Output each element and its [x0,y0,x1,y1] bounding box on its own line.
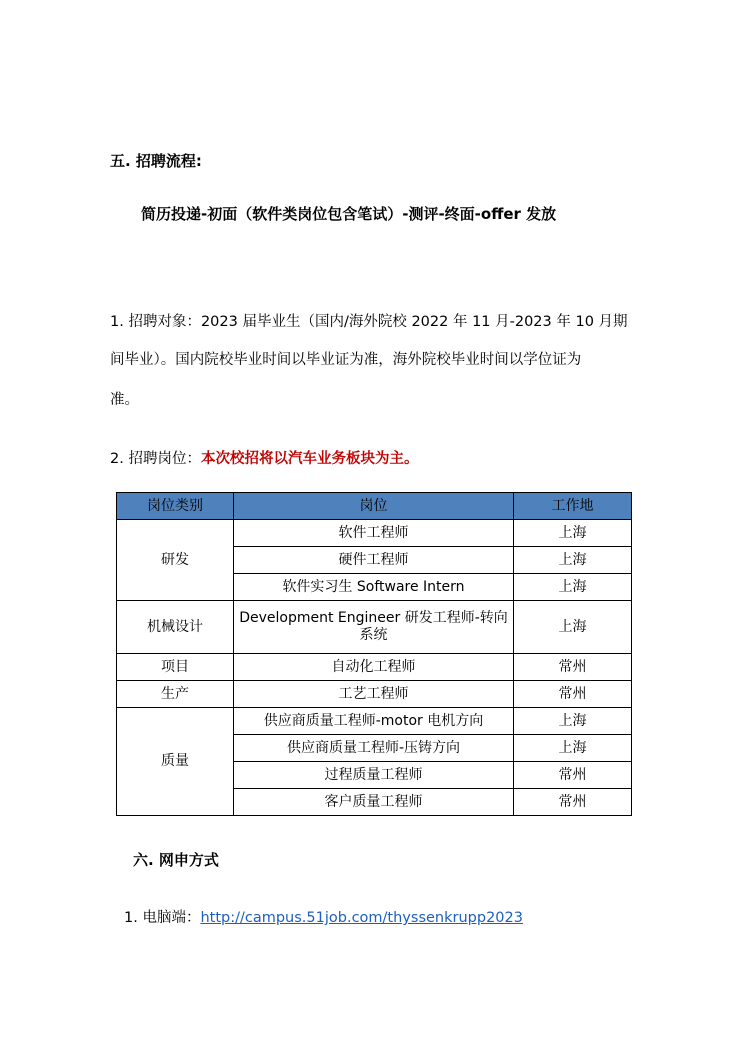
table-header-row [117,493,632,520]
item1-line1: 1. 招聘对象：2023 届毕业生（国内/海外院校 2022 年 11 月-2023 年 10 月期 [110,314,628,330]
table-row [117,520,632,547]
table-row [117,601,632,654]
apply-link[interactable]: http://campus.51job.com/thyssenkrupp2023 [200,910,523,926]
category-cell: 机械设计 [117,601,234,654]
item1-line3: 准。 [110,392,139,408]
header-position: 岗位 [234,493,514,520]
position-cell: 工艺工程师 [234,681,514,708]
pc-apply-line [124,906,523,927]
location-cell: 常州 [514,681,632,708]
position-cell: 供应商质量工程师-motor 电机方向 [234,708,514,735]
position-cell: 软件工程师 [234,520,514,547]
location-cell: 常州 [514,789,632,816]
category-cell: 研发 [117,520,234,601]
position-cell: 软件实习生 Software Intern [234,574,514,601]
table-row [117,681,632,708]
position-cell: 客户质量工程师 [234,789,514,816]
pc-label: 1. 电脑端： [124,910,201,926]
item1-line2: 间毕业）。国内院校毕业时间以毕业证为准，海外院校毕业时间以学位证为 [110,352,582,368]
location-cell: 上海 [514,574,632,601]
recruitment-flow: 简历投递-初面（软件类岗位包含笔试）-测评-终面-offer 发放 [141,205,557,223]
location-cell: 常州 [514,654,632,681]
position-cell: 供应商质量工程师-压铸方向 [234,735,514,762]
location-cell: 上海 [514,520,632,547]
location-cell: 常州 [514,762,632,789]
header-category: 岗位类别 [117,493,234,520]
table-row [117,708,632,735]
category-cell: 质量 [117,708,234,816]
position-cell: Development Engineer 研发工程师-转向系统 [234,601,514,654]
section5-heading: 五. 招聘流程: [110,152,202,170]
location-cell: 上海 [514,547,632,574]
section6-heading: 六. 网申方式 [133,851,219,869]
category-cell: 生产 [117,681,234,708]
item2-label: 2. 招聘岗位： [110,451,201,467]
table-row [117,654,632,681]
position-cell: 自动化工程师 [234,654,514,681]
header-location: 工作地 [514,493,632,520]
item2-highlight: 本次校招将以汽车业务板块为主。 [200,451,419,467]
location-cell: 上海 [514,708,632,735]
item2 [110,447,418,468]
position-cell: 过程质量工程师 [234,762,514,789]
category-cell: 项目 [117,654,234,681]
position-cell: 硬件工程师 [234,547,514,574]
location-cell: 上海 [514,601,632,654]
location-cell: 上海 [514,735,632,762]
positions-table [116,492,632,816]
